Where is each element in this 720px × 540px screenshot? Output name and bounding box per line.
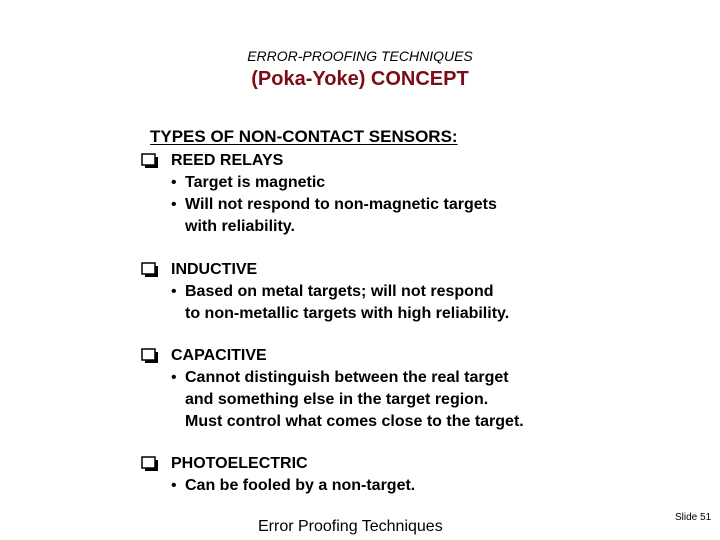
hollow-box-icon [141, 348, 159, 364]
sub-list [141, 367, 524, 433]
group-heading-row [141, 453, 415, 475]
sub-bullet [141, 194, 497, 238]
footer-title: Error Proofing Techniques [258, 518, 443, 535]
group-heading: CAPACITIVE [171, 347, 267, 364]
sensor-group-inductive [141, 259, 509, 325]
sub-bullet-line: Must control what comes close to the target. [185, 413, 524, 430]
sub-bullet [141, 281, 509, 325]
bullet-dot-icon: • [171, 283, 177, 300]
group-heading-row [141, 259, 509, 281]
hollow-box-icon [141, 456, 159, 472]
bullet-dot-icon: • [171, 174, 177, 191]
section-heading: TYPES OF NON-CONTACT SENSORS: [150, 127, 458, 146]
sub-bullet-line: Cannot distinguish between the real target [185, 369, 509, 386]
sensor-group-photoelectric [141, 453, 415, 497]
sub-bullet [141, 367, 524, 433]
group-heading: REED RELAYS [171, 152, 284, 169]
sub-list [141, 475, 415, 497]
group-heading: INDUCTIVE [171, 261, 258, 278]
sub-bullet-line: to non-metallic targets with high reliability. [185, 305, 510, 322]
sub-bullet-line: Based on metal targets; will not respond [185, 283, 494, 300]
sub-bullet-line: with reliability. [185, 218, 295, 235]
group-heading-row [141, 345, 524, 367]
slide-supertitle: ERROR-PROOFING TECHNIQUES [247, 48, 473, 64]
hollow-box-icon [141, 262, 159, 278]
bullet-dot-icon: • [171, 369, 177, 386]
group-heading: PHOTOELECTRIC [171, 455, 308, 472]
bullet-dot-icon: • [171, 477, 177, 494]
sub-list [141, 281, 509, 325]
sub-bullet-line: and something else in the target region. [185, 391, 489, 408]
sub-bullet-line: Can be fooled by a non-target. [185, 477, 416, 494]
slide-number: Slide 51 [675, 512, 712, 523]
sub-list [141, 172, 497, 238]
sub-bullet [141, 172, 497, 194]
sensor-group-capacitive [141, 345, 524, 433]
sensor-group-reed-relays [141, 150, 497, 238]
sub-bullet-line: Target is magnetic [185, 174, 326, 191]
bullet-dot-icon: • [171, 196, 177, 213]
slide-title: (Poka-Yoke) CONCEPT [251, 68, 469, 90]
sub-bullet-line: Will not respond to non-magnetic targets [185, 196, 497, 213]
sub-bullet [141, 475, 415, 497]
hollow-box-icon [141, 153, 159, 169]
group-heading-row [141, 150, 497, 172]
